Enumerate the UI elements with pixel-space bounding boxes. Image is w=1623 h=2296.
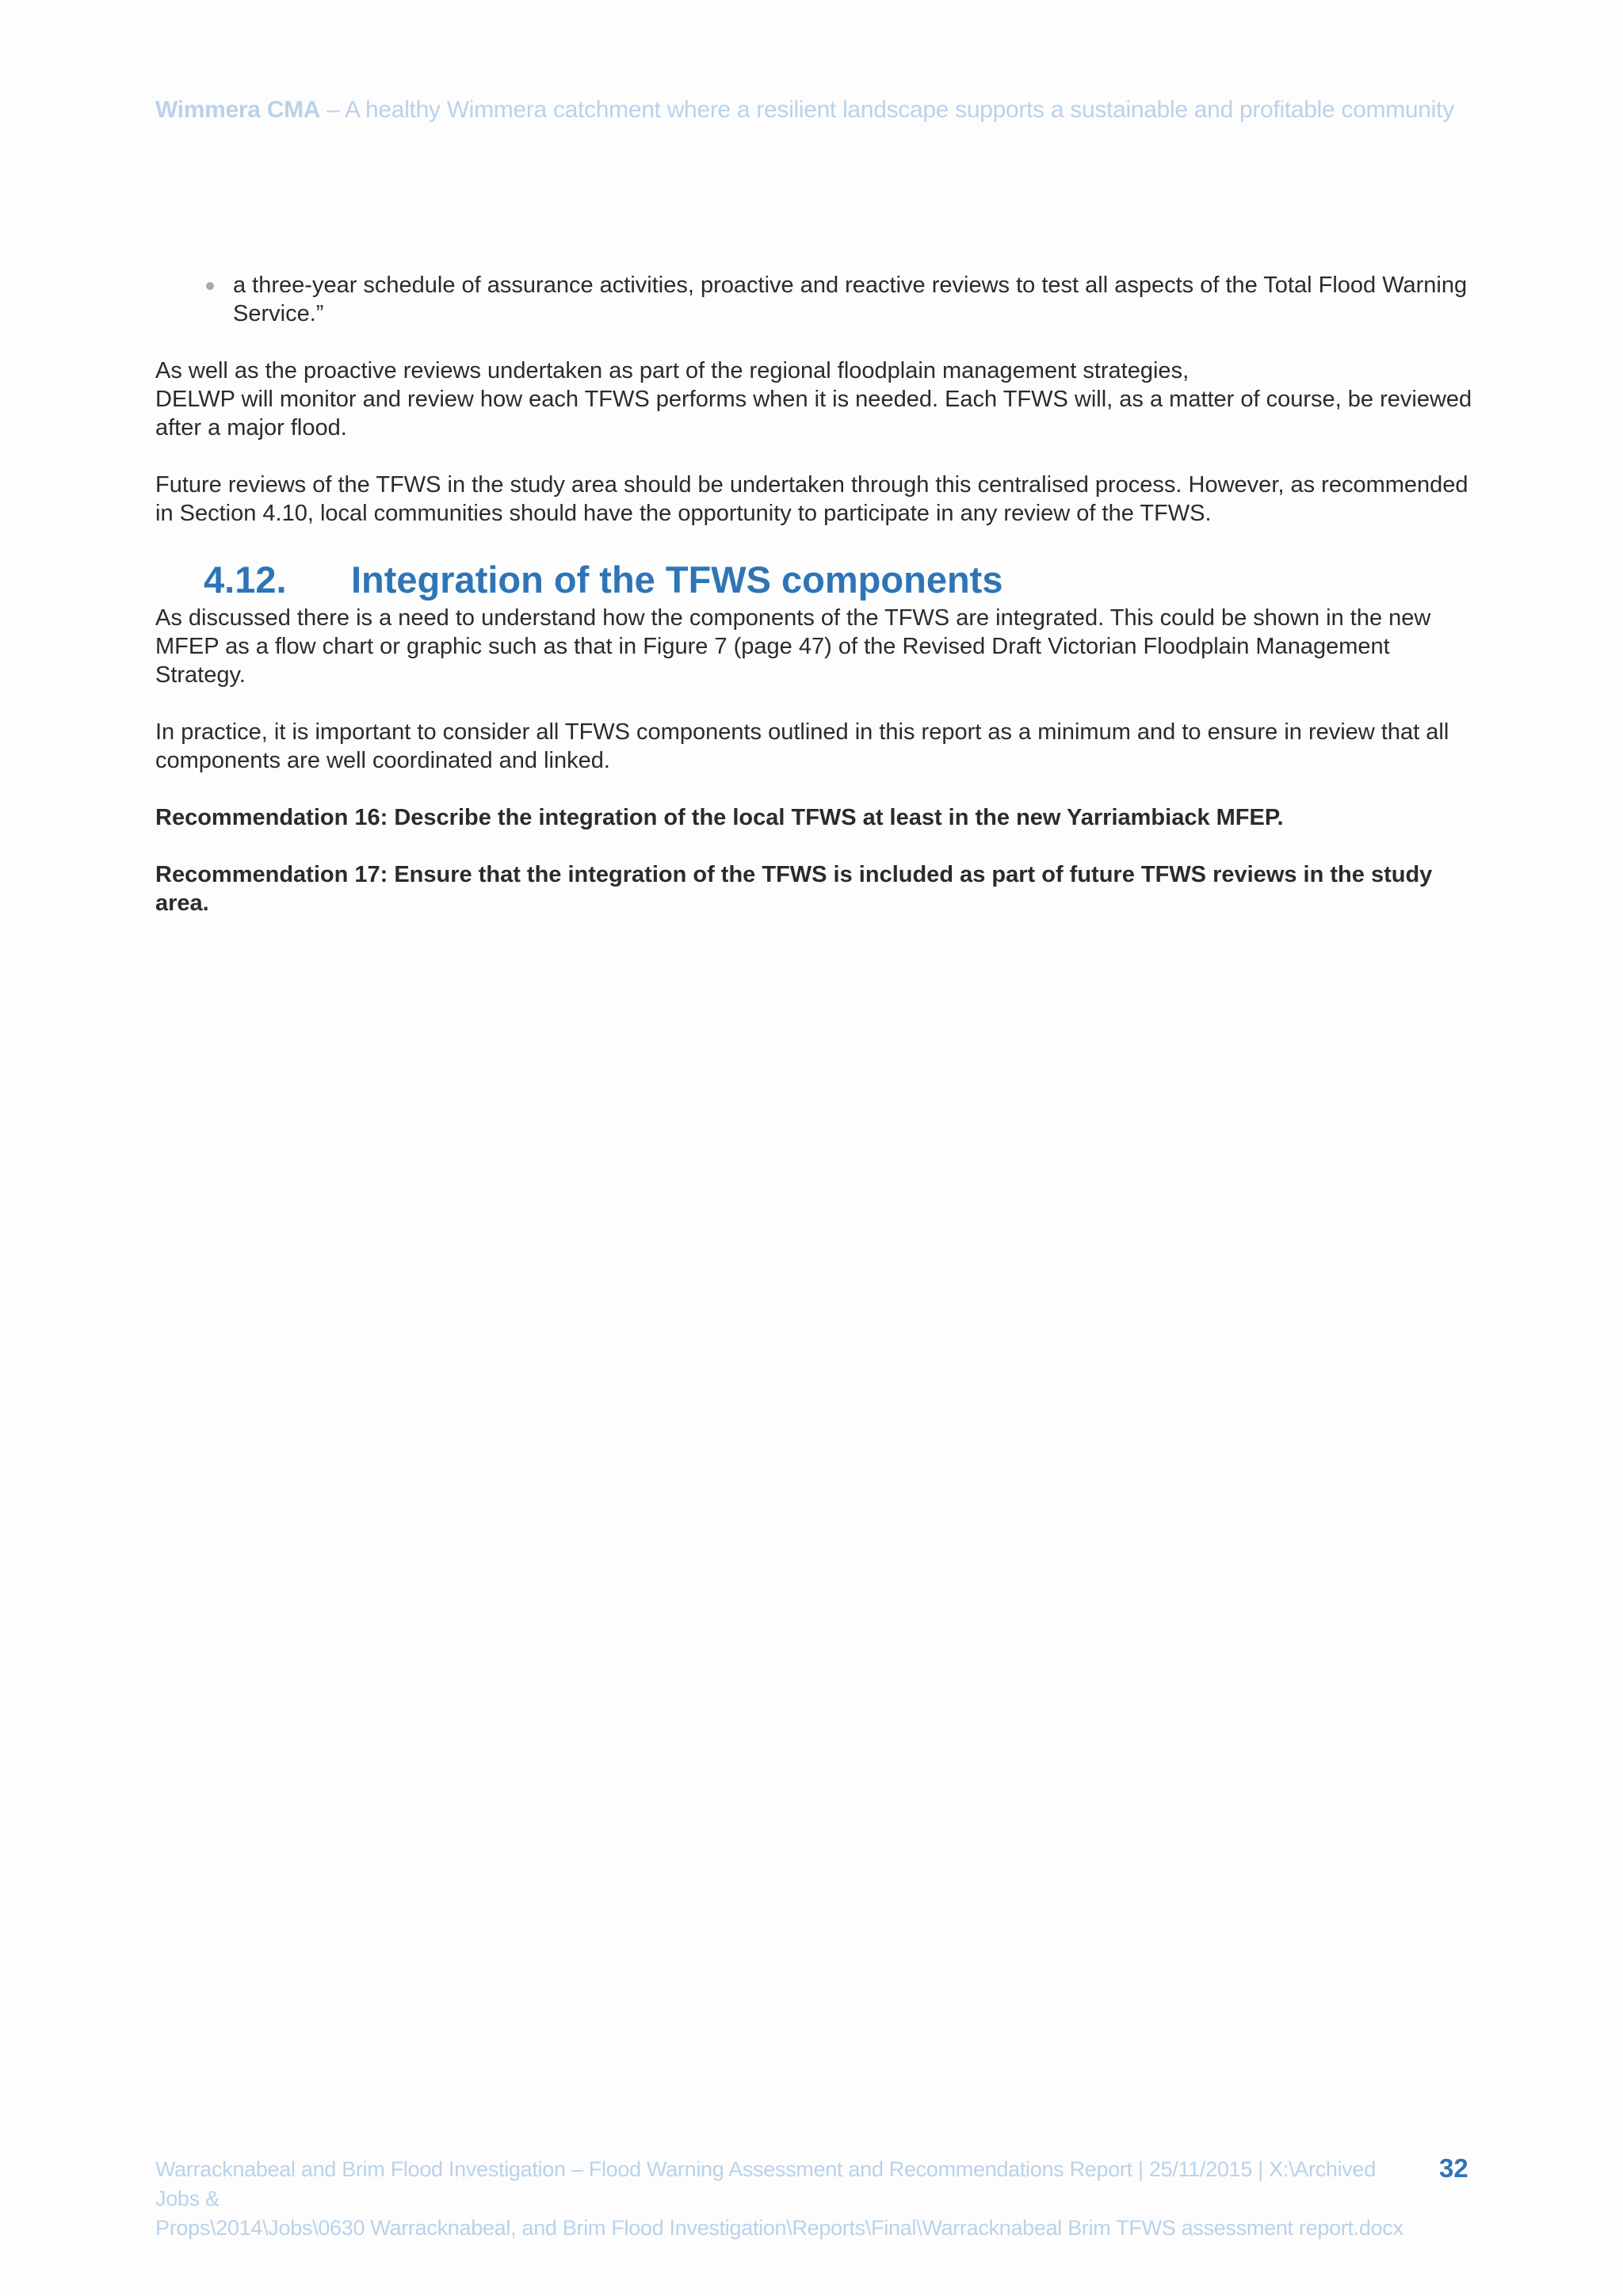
section-number: 4.12. bbox=[204, 559, 287, 601]
recommendation-16: Recommendation 16: Describe the integration of the local TFWS at least in the new Yarriambiack MFEP. bbox=[155, 805, 1284, 830]
page-number: 32 bbox=[1439, 2153, 1468, 2183]
footer-line-1: Warracknabeal and Brim Flood Investigation – Flood Warning Assessment and Recommendations Report | 25/11/2015 | X:\Archived Jobs & bbox=[155, 2157, 1376, 2210]
section-title: Integration of the TFWS components bbox=[351, 559, 1003, 601]
page-header bbox=[155, 97, 1455, 124]
paragraph-integration: As discussed there is a need to understand how the components of the TFWS are integrated. This could be shown in the new MFEP as a flow chart or graphic such as that in Figure 7 (page 47) of the Revised Draft Victorian Floodplain Management Strategy. bbox=[155, 605, 1431, 688]
header-brand: Wimmera CMA bbox=[155, 97, 321, 123]
paragraph-review-process-rest: DELWP will monitor and review how each TFWS performs when it is needed. Each TFWS will, as a matter of course, be reviewed after a major flood. bbox=[155, 387, 1472, 441]
list-item bbox=[155, 271, 1479, 328]
bullet-icon bbox=[206, 282, 214, 290]
page-footer bbox=[155, 2155, 1407, 2243]
paragraph-review-process-line1: As well as the proactive reviews undertaken as part of the regional floodplain management strategies, bbox=[155, 358, 1190, 383]
footer-line-2: Props\2014\Jobs\0630 Warracknabeal, and Brim Flood Investigation\Reports\Final\Warracknabeal Brim TFWS assessment report.docx bbox=[155, 2216, 1403, 2240]
recommendation-17: Recommendation 17: Ensure that the integration of the TFWS is included as part of future TFWS reviews in the study area. bbox=[155, 862, 1433, 916]
paragraph-practice: In practice, it is important to consider all TFWS components outlined in this report as a minimum and to ensure in review that all components are well coordinated and linked. bbox=[155, 719, 1449, 773]
paragraph-review-process bbox=[155, 357, 1479, 442]
document-body bbox=[155, 271, 1479, 946]
paragraph-future-reviews: Future reviews of the TFWS in the study area should be undertaken through this centralised process. However, as recommended in Section 4.10, local communities should have the opportunity to participate in any review of the TFWS. bbox=[155, 472, 1468, 526]
section-heading bbox=[155, 556, 1479, 604]
header-tagline: – A healthy Wimmera catchment where a resilient landscape supports a sustainable and profitable community bbox=[320, 97, 1454, 123]
bullet-text: a three-year schedule of assurance activities, proactive and reactive reviews to test all aspects of the Total Flood Warning Service.” bbox=[233, 273, 1468, 326]
